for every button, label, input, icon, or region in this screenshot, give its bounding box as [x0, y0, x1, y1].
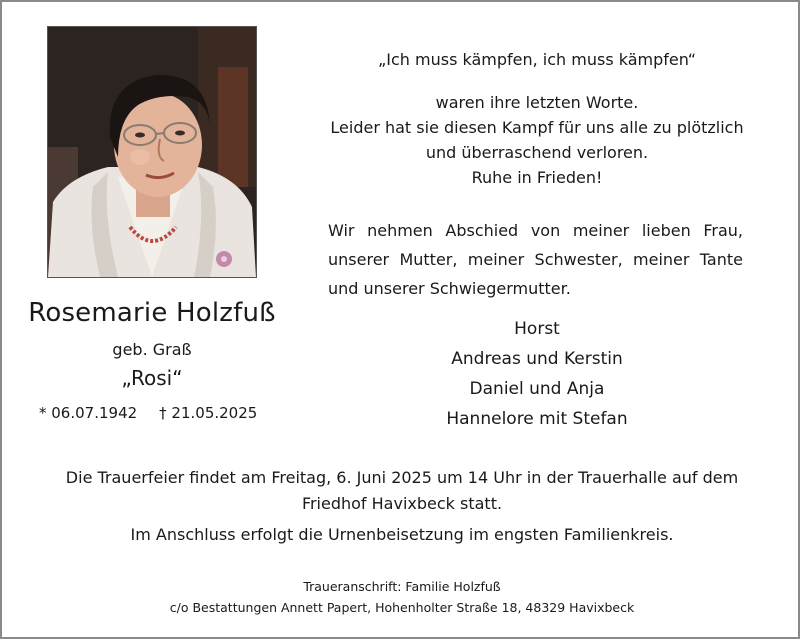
- portrait-icon: [48, 27, 256, 277]
- last-words-line: Leider hat sie diesen Kampf für uns alle zu plötzlich: [330, 118, 744, 137]
- mourning-address: [2, 576, 800, 618]
- nickname: „Rosi“: [121, 366, 183, 390]
- farewell-text: Wir nehmen Abschied von meiner lieben Frau, unserer Mutter, meiner Schwester, meiner Tante und unserer Schwiegermutter.: [328, 221, 743, 298]
- family-member: Hannelore mit Stefan: [446, 409, 628, 429]
- family-member: Andreas und Kerstin: [451, 349, 623, 369]
- family-list: [402, 314, 672, 434]
- birth-date: * 06.07.1942: [39, 404, 138, 422]
- death-date: † 21.05.2025: [159, 404, 258, 422]
- last-words-line: und überraschend verloren.: [425, 143, 649, 162]
- address-line: c/o Bestattungen Annett Papert, Hohenholter Straße 18, 48329 Havixbeck: [169, 600, 635, 615]
- urn-burial-info: Im Anschluss erfolgt die Urnenbeisetzung im engsten Familienkreis.: [130, 525, 674, 544]
- birth-name: geb. Graß: [112, 340, 192, 359]
- portrait-photo: [47, 26, 257, 278]
- quote: „Ich muss kämpfen, ich muss kämpfen“: [377, 50, 697, 69]
- life-dates: [39, 404, 257, 422]
- last-words-line: Ruhe in Frieden!: [471, 168, 603, 187]
- ceremony-line: Friedhof Havixbeck statt.: [301, 494, 503, 513]
- ceremony-info: [2, 465, 800, 517]
- family-member: Horst: [514, 319, 560, 339]
- last-words: [302, 90, 772, 190]
- address-line: Traueranschrift: Familie Holzfuß: [303, 579, 501, 594]
- deceased-name: Rosemarie Holzfuß: [28, 298, 276, 328]
- last-words-line: waren ihre letzten Worte.: [435, 93, 639, 112]
- ceremony-line: Die Trauerfeier findet am Freitag, 6. Juni 2025 um 14 Uhr in der Trauerhalle auf dem: [65, 468, 739, 487]
- family-member: Daniel und Anja: [469, 379, 605, 399]
